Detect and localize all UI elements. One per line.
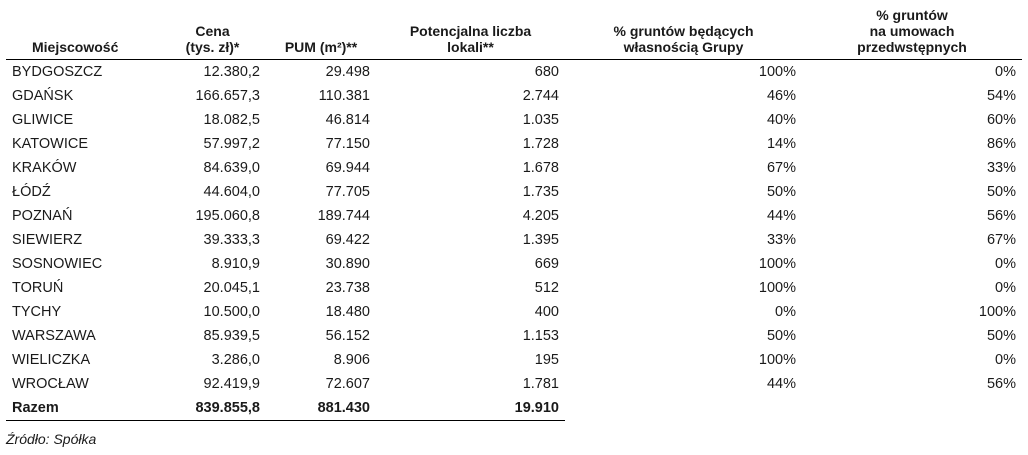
cell-prelim: 0% (995, 256, 1016, 272)
cell-city: KATOWICE (12, 136, 88, 152)
header-prelim: % gruntów na umowach przedwstępnych (857, 7, 967, 55)
cell-units: 1.781 (522, 376, 559, 392)
cell-owned: 100% (758, 352, 796, 368)
cell-units: 669 (534, 256, 559, 272)
cell-owned: 100% (758, 256, 796, 272)
cell-prelim: 60% (986, 112, 1016, 128)
cell-owned: 100% (565, 60, 802, 85)
cell-units: 1.395 (522, 232, 559, 248)
cell-pum: 72.607 (325, 376, 370, 392)
cell-prelim: 100% (978, 304, 1016, 320)
header-pum: PUM (m²)** (284, 39, 358, 55)
table-row (6, 84, 1022, 108)
cell-units: 1.678 (522, 160, 559, 176)
cell-pum: 56.152 (325, 328, 370, 344)
total-price: 839.855,8 (159, 396, 266, 421)
table-row (6, 252, 1022, 276)
cell-city: TYCHY (12, 304, 62, 320)
cell-units: 680 (376, 60, 565, 85)
land-bank-table (6, 0, 1022, 421)
cell-pum: 29.498 (266, 60, 376, 85)
cell-city: TORUŃ (12, 280, 64, 296)
cell-price: 166.657,3 (195, 88, 260, 104)
cell-prelim: 54% (986, 88, 1016, 104)
cell-pum: 110.381 (318, 88, 370, 104)
cell-price: 3.286,0 (211, 352, 260, 368)
cell-price: 20.045,1 (203, 280, 260, 296)
cell-city: ŁÓDŹ (12, 184, 51, 200)
cell-price: 92.419,9 (203, 376, 260, 392)
table-row (6, 108, 1022, 132)
cell-pum: 189.744 (317, 208, 370, 224)
cell-units: 195 (534, 352, 559, 368)
cell-prelim: 86% (986, 136, 1016, 152)
cell-pum: 77.705 (325, 184, 370, 200)
table-row (6, 276, 1022, 300)
cell-units: 400 (534, 304, 559, 320)
cell-city: GLIWICE (12, 112, 74, 128)
table-row (6, 60, 1022, 85)
cell-owned: 33% (766, 232, 796, 248)
cell-owned: 46% (766, 88, 796, 104)
cell-city: GDAŃSK (12, 88, 74, 104)
cell-owned: 0% (775, 304, 796, 320)
cell-price: 44.604,0 (203, 184, 260, 200)
cell-price: 18.082,5 (203, 112, 260, 128)
cell-pum: 18.480 (325, 304, 370, 320)
cell-price: 57.997,2 (203, 136, 260, 152)
cell-price: 195.060,8 (195, 208, 260, 224)
cell-owned: 50% (766, 184, 796, 200)
cell-prelim: 0% (802, 60, 1022, 85)
cell-owned: 44% (766, 376, 796, 392)
header-price: Cena (tys. zł)* (185, 23, 240, 55)
cell-pum: 77.150 (325, 136, 370, 152)
cell-owned: 44% (766, 208, 796, 224)
cell-city: WIELICZKA (12, 352, 91, 368)
cell-city: WARSZAWA (12, 328, 96, 344)
cell-owned: 100% (758, 280, 796, 296)
table-row (6, 132, 1022, 156)
cell-owned: 14% (766, 136, 796, 152)
cell-units: 1.035 (522, 112, 559, 128)
header-row (6, 0, 1022, 60)
table-row (6, 324, 1022, 348)
table-row (6, 228, 1022, 252)
cell-units: 1.153 (522, 328, 559, 344)
table-row (6, 348, 1022, 372)
table-row (6, 156, 1022, 180)
cell-prelim: 56% (986, 376, 1016, 392)
cell-prelim: 0% (995, 352, 1016, 368)
cell-prelim: 56% (986, 208, 1016, 224)
cell-city: BYDGOSZCZ (6, 60, 159, 85)
header-owned: % gruntów będących własnością Grupy (613, 23, 754, 55)
header-city: Miejscowość (32, 39, 119, 55)
cell-pum: 23.738 (325, 280, 370, 296)
total-row (6, 396, 1022, 421)
cell-pum: 30.890 (325, 256, 370, 272)
total-units: 19.910 (376, 396, 565, 421)
cell-pum: 69.944 (325, 160, 370, 176)
cell-city: SIEWIERZ (12, 232, 83, 248)
cell-pum: 8.906 (333, 352, 370, 368)
cell-units: 512 (534, 280, 559, 296)
source-note: Źródło: Spółka (6, 431, 97, 447)
total-prelim-empty (802, 396, 1022, 421)
cell-prelim: 33% (986, 160, 1016, 176)
header-units: Potencjalna liczba lokali** (409, 23, 532, 55)
cell-prelim: 50% (986, 328, 1016, 344)
cell-price: 12.380,2 (159, 60, 266, 85)
cell-prelim: 50% (986, 184, 1016, 200)
cell-pum: 69.422 (325, 232, 370, 248)
total-label: Razem (6, 396, 159, 421)
cell-prelim: 0% (995, 280, 1016, 296)
cell-price: 8.910,9 (211, 256, 260, 272)
cell-units: 2.744 (522, 88, 559, 104)
table-row (6, 180, 1022, 204)
cell-prelim: 67% (986, 232, 1016, 248)
cell-price: 10.500,0 (203, 304, 260, 320)
cell-price: 84.639,0 (203, 160, 260, 176)
cell-owned: 40% (766, 112, 796, 128)
cell-owned: 50% (766, 328, 796, 344)
table-row (6, 204, 1022, 228)
cell-units: 1.735 (522, 184, 559, 200)
cell-city: SOSNOWIEC (12, 256, 103, 272)
cell-city: POZNAŃ (12, 208, 73, 224)
cell-price: 85.939,5 (203, 328, 260, 344)
cell-city: KRAKÓW (12, 160, 77, 176)
cell-price: 39.333,3 (203, 232, 260, 248)
cell-city: WROCŁAW (12, 376, 89, 392)
table-body (6, 60, 1022, 397)
cell-owned: 67% (766, 160, 796, 176)
cell-units: 4.205 (522, 208, 559, 224)
table-row (6, 372, 1022, 396)
total-pum: 881.430 (266, 396, 376, 421)
table-row (6, 300, 1022, 324)
cell-pum: 46.814 (325, 112, 370, 128)
total-owned-empty (565, 396, 802, 421)
cell-units: 1.728 (522, 136, 559, 152)
